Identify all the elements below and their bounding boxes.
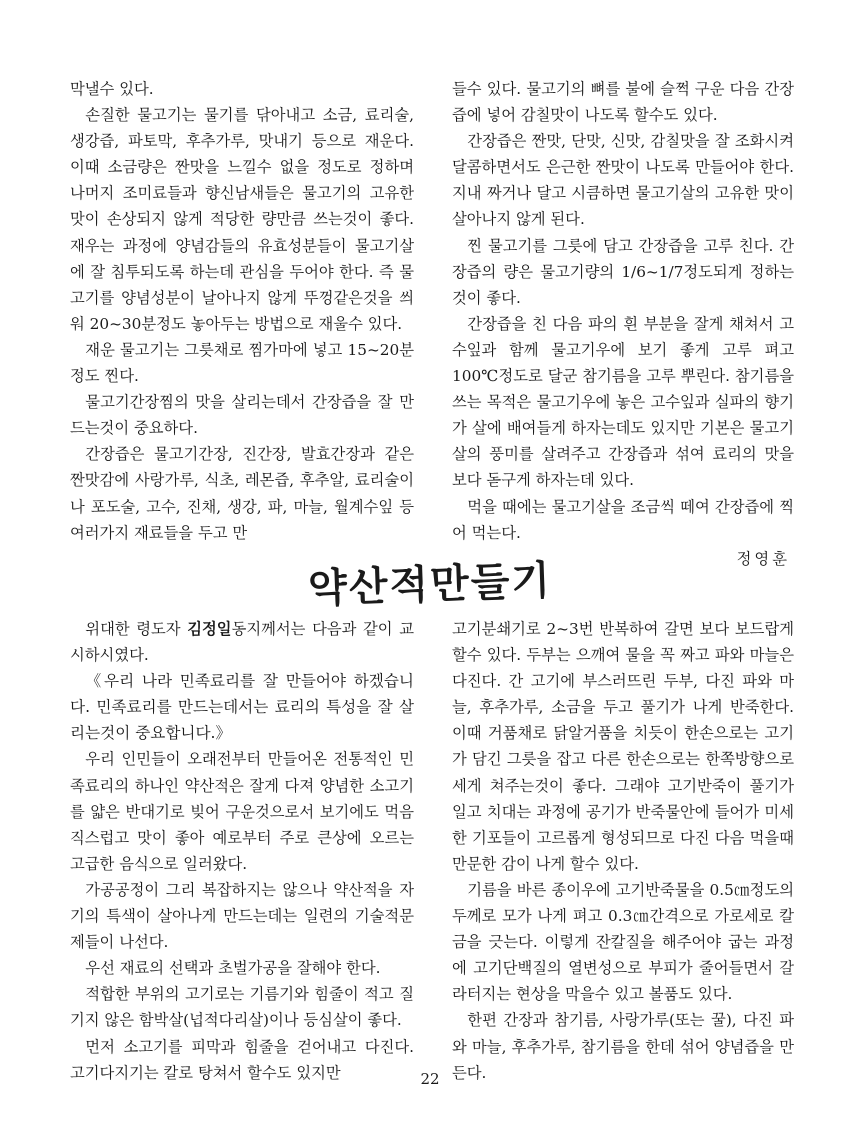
top-right-column — [452, 76, 794, 572]
paragraph: 먼저 소고기를 피막과 힘줄을 걷어내고 다진다. 고기다지기는 칼로 탕쳐서 할수도 있지만 — [70, 1037, 414, 1082]
bottom-right-column — [452, 616, 794, 1086]
paragraph: 막낼수 있다. — [70, 80, 154, 98]
top-left-column — [70, 76, 414, 546]
paragraph: 기름을 바른 종이우에 고기반죽물을 0.5㎝정도의 두께로 모가 나게 펴고 0.3㎝간격으로 가로세로 칼금을 긋는다. 이렇게 잔칼질을 해주어야 굽는 과정에 고기단백질의 열변성으로 부피가 줄어들면서 갈라터지는 현상을 막을수 있고 볼품도 있다. — [452, 880, 794, 1004]
intro-paragraph — [70, 616, 414, 668]
intro-text-post: 동지께서는 다음과 같이 교시하시였다. — [70, 620, 414, 665]
paragraph: 간장즙을 친 다음 파의 흰 부분을 잘게 채쳐서 고수잎과 함께 물고기우에 보기 좋게 고루 펴고 100℃정도로 달군 참기름을 고루 뿌린다. 참기름을 쓰는 목적은 물고기우에 놓은 고수잎과 실파의 향기가 살에 배여들게 하자는데도 있지만 기본은 물고기살의 풍미를 살려주고 간장즙과 섞여 료리의 맛을 보다 돋구게 하자는데 있다. — [452, 314, 794, 490]
intro-text-pre: 위대한 령도자 — [85, 620, 188, 638]
paragraph: 한편 간장과 참기름, 사랑가루(또는 꿀), 다진 파와 마늘, 후추가루, 참기름을 한데 섞어 양념즙을 만든다. — [452, 1011, 794, 1082]
paragraph: 손질한 물고기는 물기를 닦아내고 소금, 료리술, 생강즙, 파토막, 후추가루, 맛내기 등으로 재운다. 이때 소금량은 짠맛을 느낄수 없을 정도로 정하며 나머지 조미료들과 향신남새들은 물고기의 고유한 맛이 손상되지 않게 적당한 량만큼 쓰는것이 좋다. 재우는 과정에 양념감들의 유효성분들이 물고기살에 잘 침투되도록 하는데 관심을 두어야 한다. 즉 물고기를 양념성분이 날아나지 않게 뚜껑같은것을 씌워 20~30분정도 놓아두는 방법으로 재울수 있다. — [70, 106, 414, 333]
paragraph: 찐 물고기를 그릇에 담고 간장즙을 고루 친다. 간장즙의 량은 물고기량의 1/6~1/7정도되게 정하는것이 좋다. — [452, 236, 794, 307]
page-number: 22 — [420, 1070, 440, 1088]
paragraph: 물고기간장찜의 맛을 살리는데서 간장즙을 잘 만드는것이 중요하다. — [70, 393, 414, 438]
paragraph: 간장즙은 짠맛, 단맛, 신맛, 감칠맛을 잘 조화시켜 달콤하면서도 은근한 짠맛이 나도록 만들어야 한다. 지내 짜거나 달고 시큼하면 물고기살의 고유한 맛이 살아나지 않게 된다. — [452, 132, 794, 229]
paragraph: 우선 재료의 선택과 초벌가공을 잘해야 한다. — [85, 959, 381, 978]
section-title: 약산적만들기 — [307, 557, 553, 613]
leader-name: 김정일 — [187, 620, 232, 638]
author-name: 정영훈 — [736, 549, 790, 568]
paragraph: 들수 있다. 물고기의 뼈를 불에 슬쩍 구운 다음 간장즙에 넣어 감칠맛이 나도록 할수도 있다. — [452, 80, 794, 125]
paragraph: 적합한 부위의 고기로는 기름기와 힘줄이 적고 질기지 않은 함박살(넙적다리살)이나 등심살이 좋다. — [70, 985, 414, 1030]
paragraph: 먹을 때에는 물고기살을 조금씩 떼여 간장즙에 찍어 먹는다. — [452, 497, 794, 542]
quotation: 《우리 나라 민족료리를 잘 만들어야 하겠습니다. 민족료리를 만드는데서는 료리의 특성을 잘 살리는것이 중요합니다.》 — [70, 672, 414, 743]
bottom-left-column — [70, 616, 414, 1086]
paragraph: 가공공정이 그리 복잡하지는 않으나 약산적을 자기의 특색이 살아나게 만드는데는 일련의 기술적문제들이 나선다. — [70, 880, 414, 952]
paragraph: 우리 인민들이 오래전부터 만들어온 전통적인 민족료리의 하나인 약산적은 잘게 다져 양념한 소고기를 얇은 반대기로 빚어 구운것으로서 보기에도 먹음직스럽고 맛이 좋아 예로부터 주로 큰상에 오르는 고급한 음식으로 일러왔다. — [70, 750, 414, 873]
paragraph: 간장즙은 물고기간장, 진간장, 발효간장과 같은 짠맛감에 사랑가루, 식초, 레몬즙, 후추알, 료리술이나 포도술, 고수, 진채, 생강, 파, 마늘, 월계수잎 등 여러가지 재료들을 두고 만 — [70, 445, 414, 542]
paragraph: 재운 물고기는 그릇채로 찜가마에 넣고 15~20분정도 찐다. — [70, 340, 414, 386]
paragraph: 고기분쇄기로 2~3번 반복하여 갈면 보다 보드랍게 할수 있다. 두부는 으깨여 물을 꼭 짜고 파와 마늘은 다진다. 간 고기에 부스러뜨린 두부, 다진 파와 마늘, 후추가루, 소금을 두고 풀기가 나게 반죽한다. 이때 거품채로 닭알거품을 치듯이 한손으로는 고기가 담긴 그릇을 잡고 다른 한손으로는 한쪽방향으로 세게 쳐주는것이 좋다. 그래야 고기반죽이 풀기가 일고 치대는 과정에 공기가 반죽물안에 들어가 미세한 기포들이 고르롭게 형성되므로 다진 다음 먹을때 만문한 감이 나게 할수 있다. — [452, 620, 794, 873]
